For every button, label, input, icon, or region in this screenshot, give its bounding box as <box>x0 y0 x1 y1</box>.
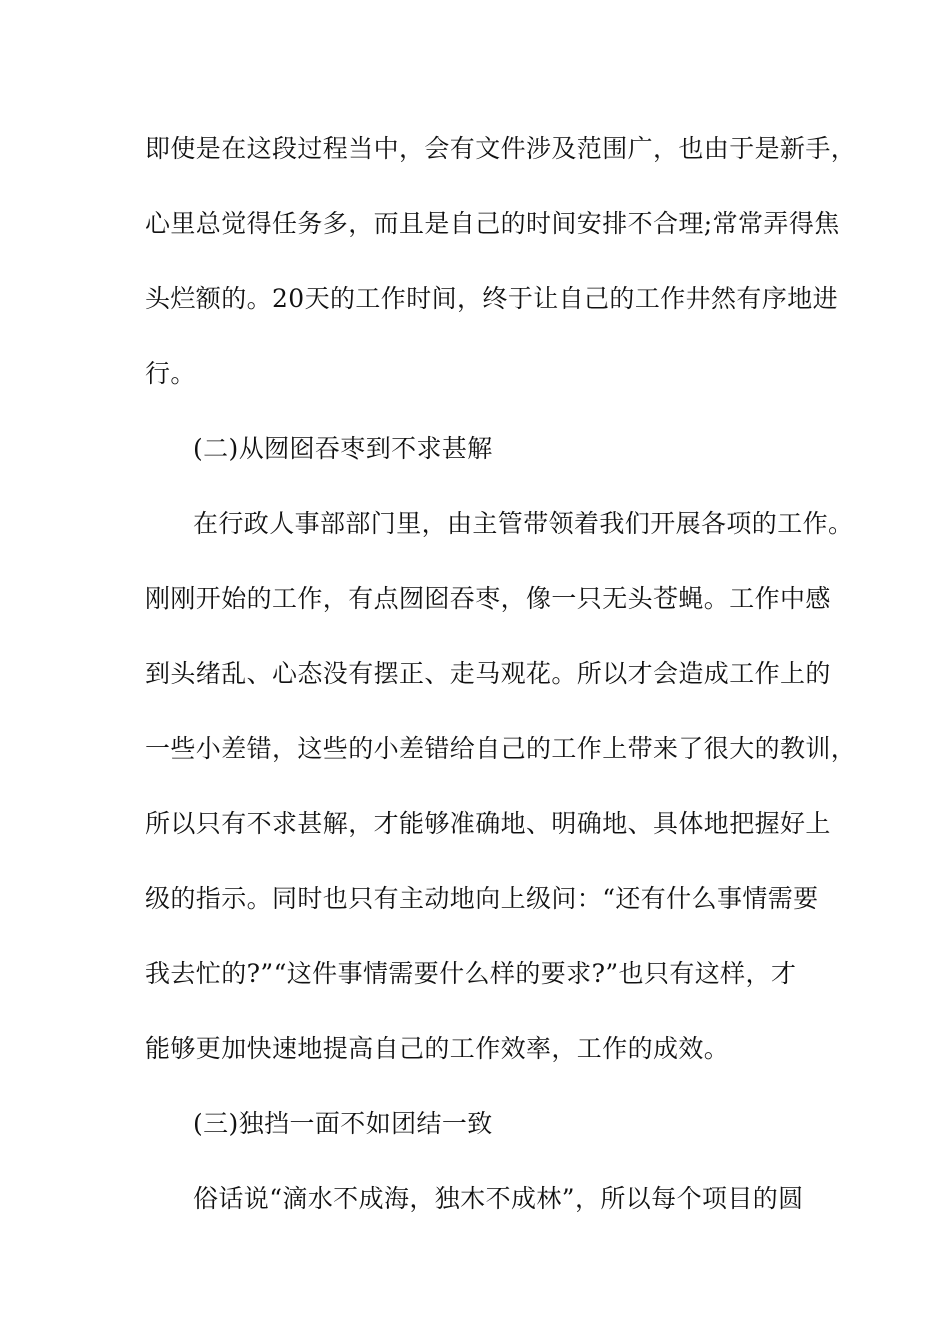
paragraph-line: 俗话说“滴水不成海，独木不成林”，所以每个项目的圆 <box>193 1184 804 1213</box>
paragraph-line: 级的指示。同时也只有主动地向上级问：“还有什么事情需要 <box>145 884 819 913</box>
paragraph-line: 在行政人事部部门里，由主管带领着我们开展各项的工作。 <box>193 509 854 538</box>
paragraph-line: 心里总觉得任务多，而且是自己的时间安排不合理;常常弄得焦 <box>145 209 840 238</box>
paragraph-line: 所以只有不求甚解，才能够准确地、明确地、具体地把握好上 <box>145 809 831 838</box>
paragraph-line: 一些小差错，这些的小差错给自己的工作上带来了很大的教训， <box>145 734 857 763</box>
paragraph-line: 即使是在这段过程当中，会有文件涉及范围广，也由于是新手， <box>145 134 857 163</box>
paragraph-line: 我去忙的?”“这件事情需要什么样的要求?”也只有这样，才 <box>145 959 797 988</box>
paragraph-line: 头烂额的。20天的工作时间，终于让自己的工作井然有序地进 <box>145 284 839 313</box>
paragraph-line: 行。 <box>145 359 196 388</box>
paragraph-line: 能够更加快速地提高自己的工作效率，工作的成效。 <box>145 1034 730 1063</box>
paragraph-line: 刚刚开始的工作，有点囫囵吞枣，像一只无头苍蝇。工作中感 <box>145 584 831 613</box>
paragraph-line: 到头绪乱、心态没有摆正、走马观花。所以才会造成工作上的 <box>145 659 831 688</box>
section-heading: (三)独挡一面不如团结一致 <box>193 1109 493 1138</box>
section-heading: (二)从囫囵吞枣到不求甚解 <box>193 434 493 463</box>
